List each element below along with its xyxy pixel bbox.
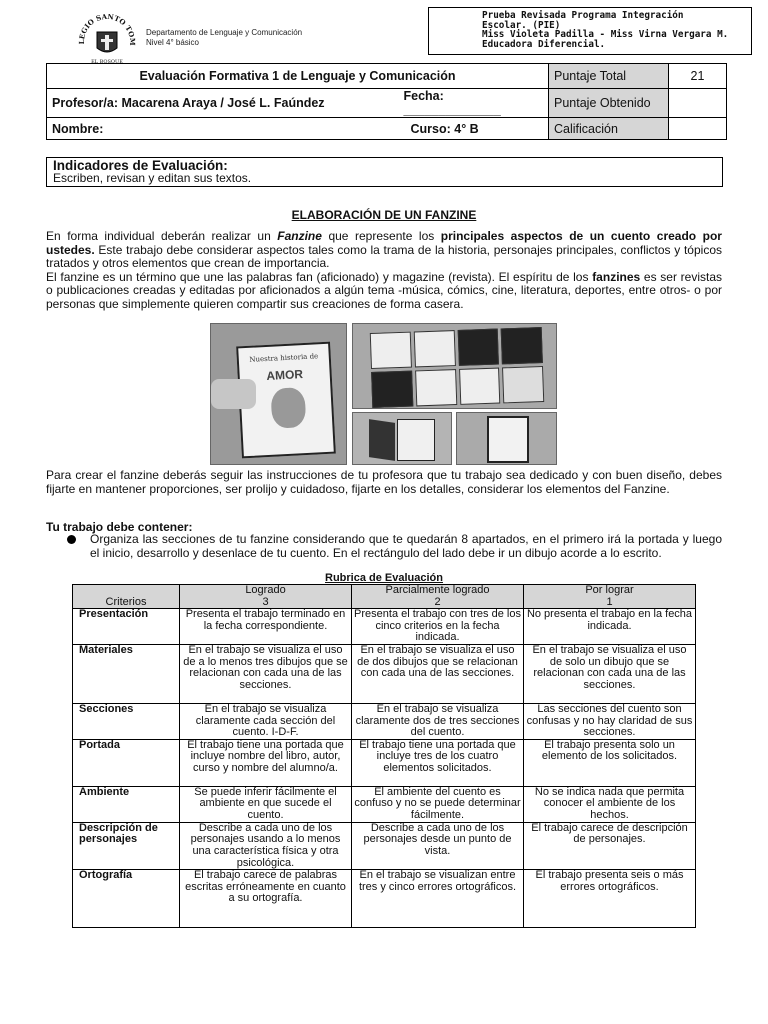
intro-text: En forma individual deberán realizar un bbox=[46, 229, 278, 243]
criterion-label: Ortografía bbox=[73, 870, 180, 928]
pie-line-1: Prueba Revisada Programa Integración bbox=[482, 10, 684, 21]
rubric-cell: El ambiente del cuento es confuso y no se puede determinar fácilmente. bbox=[352, 786, 524, 822]
school-logo bbox=[72, 14, 142, 66]
work-title: Tu trabajo debe contener: bbox=[46, 520, 193, 534]
achieved-points: 3 bbox=[262, 595, 269, 608]
score-obtained-value[interactable] bbox=[669, 89, 727, 118]
criterion-label: Descripción de personajes bbox=[73, 822, 180, 869]
bullet-text: Organiza las secciones de tu fanzine considerando que te quedarán 8 apartados, en el primero irá la portada y luego el inicio, desarrollo y desenlace de tu cuento. En el rectángulo del lado debe ir un dibujo acorde a lo escrito. bbox=[90, 532, 722, 560]
intro-emphasis: principales aspectos de un cuento creado por ustedes. bbox=[46, 229, 722, 257]
intro-text: que represente los bbox=[321, 229, 441, 243]
score-obtained-label: Puntaje Obtenido bbox=[549, 89, 669, 118]
section-title: ELABORACIÓN DE UN FANZINE bbox=[291, 208, 477, 222]
pie-line-2: Escolar. (PIE) bbox=[482, 19, 561, 31]
rubric-cell: El trabajo carece de palabras escritas erróneamente en cuanto a su ortografía. bbox=[180, 870, 352, 928]
rubric-cell: Se puede inferir fácilmente el ambiente en que sucede el cuento. bbox=[180, 786, 352, 822]
fanzine-photo-small-cover bbox=[456, 412, 557, 465]
grade-value[interactable] bbox=[669, 118, 727, 140]
rubric-cell: En el trabajo se visualiza claramente cada sección del cuento. I-D-F. bbox=[180, 703, 352, 739]
pending-header bbox=[524, 585, 696, 609]
indicators-box bbox=[46, 157, 723, 187]
bullet-icon bbox=[67, 535, 76, 544]
rubric-row bbox=[73, 822, 696, 869]
intro-text: Este trabajo debe considerar aspectos tales como la trama de la historia, personajes principales, conflictos y tópicos tratados y otros elementos que crean de importancia. bbox=[46, 242, 722, 270]
logo-text: LEGIO SANTO TOM bbox=[76, 14, 138, 46]
cover-word: AMOR bbox=[266, 367, 304, 383]
rubric-cell: El trabajo presenta seis o más errores ortográficos. bbox=[524, 870, 696, 928]
rubric-cell: No presenta el trabajo en la fecha indicada. bbox=[524, 609, 696, 645]
rubric-cell: En el trabajo se visualiza claramente dos de tres secciones del cuento. bbox=[352, 703, 524, 739]
rubric-cell: Presenta el trabajo con tres de los cinco criterios en la fecha indicada. bbox=[352, 609, 524, 645]
fanzine-photo-open bbox=[352, 323, 557, 409]
rubric-row bbox=[73, 609, 696, 645]
grade-label: Calificación bbox=[549, 118, 669, 140]
course-label: Curso: 4° B bbox=[399, 118, 549, 140]
rubric-cell: El trabajo carece de descripción de personajes. bbox=[524, 822, 696, 869]
fanzine-open-pages bbox=[370, 327, 545, 408]
pie-line-4: Educadora Diferencial. bbox=[482, 38, 606, 50]
rubric-cell: En el trabajo se visualizan entre tres y cinco errores ortográficos. bbox=[352, 870, 524, 928]
rubric-cell: Las secciones del cuento son confusas y no hay claridad de sus secciones. bbox=[524, 703, 696, 739]
date-field[interactable]: Fecha: ______________ bbox=[399, 89, 549, 118]
rubric-table bbox=[72, 584, 696, 928]
pending-label: Por lograr bbox=[585, 584, 634, 596]
criteria-header: Criterios bbox=[73, 585, 180, 609]
rubric-cell: En el trabajo se visualiza el uso de solo un dibujo que se relacionan con cada una de las secciones. bbox=[524, 644, 696, 703]
fanzine-photo-folded bbox=[352, 412, 452, 465]
rubric-cell: Describe a cada uno de los personajes desde un punto de vista. bbox=[352, 822, 524, 869]
achieved-label: Logrado bbox=[245, 584, 286, 596]
partial-label: Parcialmente logrado bbox=[385, 584, 490, 596]
rubric-cell: El trabajo tiene una portada que incluye tres de los cuatro elementos solicitados. bbox=[352, 739, 524, 786]
achieved-header bbox=[180, 585, 352, 609]
instructions-paragraph: Para crear el fanzine deberás seguir las instrucciones de tu profesora que tu trabajo sea dedicado y con buen diseño, debes fijarte en mantener proporciones, ser prolijo y cuidadoso, fijarte en los detalles, considerar los elementos del Fanzine. bbox=[46, 468, 722, 496]
hand-shape bbox=[211, 379, 256, 409]
rubric-cell: Presenta el trabajo terminado en la fecha correspondiente. bbox=[180, 609, 352, 645]
rubric-cell: En el trabajo se visualiza el uso de a lo menos tres dibujos que se relacionan con cada una de las secciones. bbox=[180, 644, 352, 703]
criterion-label: Presentación bbox=[73, 609, 180, 645]
evaluation-title: Evaluación Formativa 1 de Lenguaje y Comunicación bbox=[47, 64, 549, 89]
rubric-row bbox=[73, 739, 696, 786]
criterion-label: Portada bbox=[73, 739, 180, 786]
pie-review-box bbox=[428, 7, 752, 55]
evaluation-info-table bbox=[46, 63, 727, 140]
indicators-text: Escriben, revisan y editan sus textos. bbox=[53, 171, 252, 185]
rubric-cell: El trabajo presenta solo un elemento de los solicitados. bbox=[524, 739, 696, 786]
name-field[interactable]: Nombre: bbox=[47, 118, 399, 140]
rubric-title: Rubrica de Evaluación bbox=[325, 572, 443, 584]
intro-paragraph bbox=[46, 230, 722, 311]
score-total-value: 21 bbox=[669, 64, 727, 89]
definition-text: es ser revistas o publicaciones creadas y editadas por aficionados a algún tema -música, cómics, cine, literatura, deportes, entre otros- o por personas que simplemente quieren compartir sus creaciones de forma casera. bbox=[46, 269, 722, 311]
pending-points: 1 bbox=[606, 595, 613, 608]
rubric-row bbox=[73, 870, 696, 928]
partial-points: 2 bbox=[434, 595, 441, 608]
department-name: Departamento de Lenguaje y Comunicación bbox=[146, 28, 303, 37]
cover-title: Nuestra historia de bbox=[249, 352, 319, 364]
partial-header bbox=[352, 585, 524, 609]
pie-line-3: Miss Violeta Padilla - Miss Virna Vergara M. bbox=[482, 29, 729, 41]
rubric-row bbox=[73, 644, 696, 703]
fanzine-photo-cover bbox=[210, 323, 347, 465]
rubric-cell: El trabajo tiene una portada que incluye nombre del libro, autor, curso y nombre del alumno/a. bbox=[180, 739, 352, 786]
teacher-label: Profesor/a: Macarena Araya / José L. Faúndez bbox=[47, 89, 399, 118]
grade-level: Nivel 4° básico bbox=[146, 38, 199, 47]
rubric-cell: Describe a cada uno de los personajes usando a lo menos una característica física y otra psicológica. bbox=[180, 822, 352, 869]
rubric-cell: En el trabajo se visualiza el uso de dos dibujos que se relacionan con cada una de las secciones. bbox=[352, 644, 524, 703]
indicators-title: Indicadores de Evaluación: bbox=[53, 158, 228, 173]
fanzines-term: fanzines bbox=[592, 269, 641, 284]
rubric-row bbox=[73, 703, 696, 739]
rubric-row bbox=[73, 786, 696, 822]
criterion-label: Secciones bbox=[73, 703, 180, 739]
criterion-label: Ambiente bbox=[73, 786, 180, 822]
logo-subtext: EL BOSQUE bbox=[91, 59, 123, 65]
department-info bbox=[146, 28, 302, 48]
criterion-label: Materiales bbox=[73, 644, 180, 703]
fanzine-term: Fanzine bbox=[277, 229, 322, 243]
definition-text: El fanzine es un término que une las palabras fan (aficionado) y magazine (revista). El espíritu de los bbox=[46, 269, 593, 284]
cover-illustration bbox=[270, 387, 306, 429]
score-total-label: Puntaje Total bbox=[549, 64, 669, 89]
rubric-cell: No se indica nada que permita conocer el ambiente de los hechos. bbox=[524, 786, 696, 822]
